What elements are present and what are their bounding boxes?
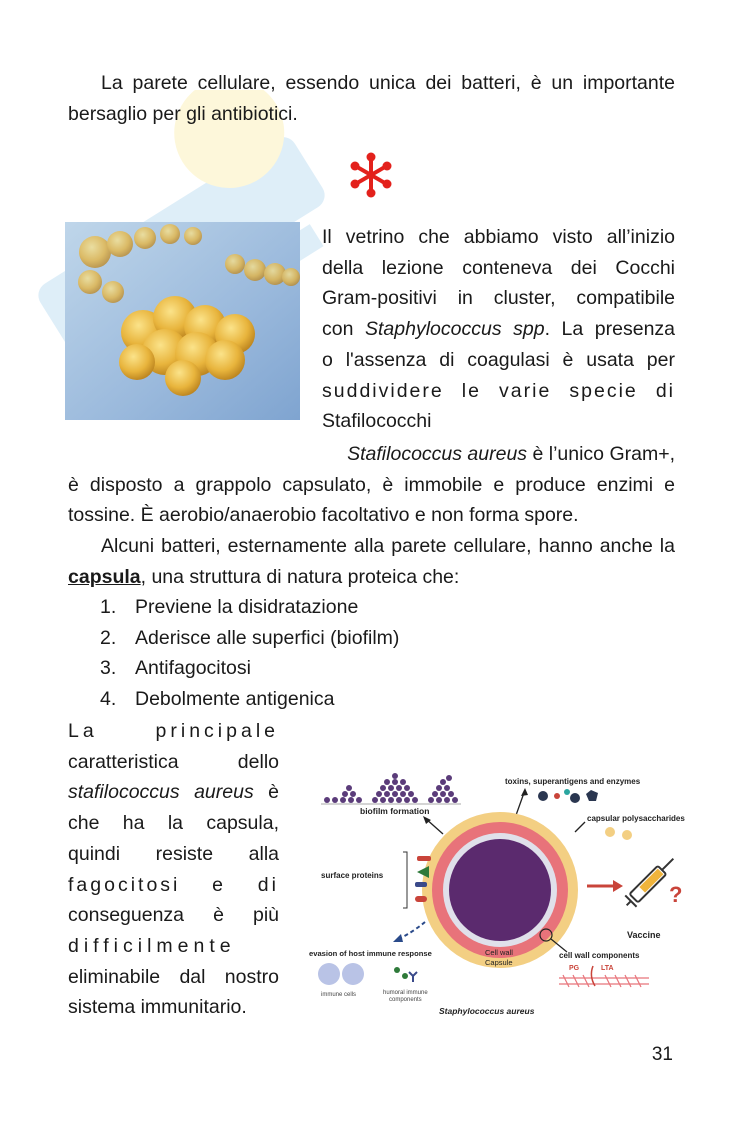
species-name: stafilococcus aureus [68,781,254,804]
vetrino-line: Gram-positivi in cluster, compatibile [322,287,675,310]
question-mark-icon: ? [669,882,683,907]
immune-cells-label: immune cells [321,992,357,998]
list-number: 3. [100,657,117,680]
cell-wall-label: Cell wall [485,948,513,957]
intro-paragraph: La parete cellulare, essendo unica dei batteri, è un importante bersaglio per gli antibiotici. [68,72,675,125]
capsular-label: capsular polysaccharides [587,814,685,823]
vetrino-text: con [322,318,365,341]
vetrino-line: Il vetrino che abbiamo visto all’inizio [322,226,675,248]
cell-body [449,839,551,941]
list-item [100,623,399,654]
list-number: 2. [100,626,117,649]
vetrino-paragraph [322,222,675,437]
text-line [68,777,279,808]
toxins-label: toxins, superantigens and enzymes [505,777,641,786]
humoral-label: humoral immune [383,990,428,996]
toxins-icon [538,789,598,803]
staph-text: è disposto a grappolo capsulato, è immobile e produce enzimi e tossine. È aerobio/anaerobio facoltativo e non forma spore. [68,473,675,527]
capsule-text: , una struttura di natura proteica che: [140,565,460,588]
list-text: Debolmente antigenica [135,688,335,711]
text-line: fagocitosi e di [68,873,279,896]
immune-cell-icon [318,963,340,985]
staph-first-line [68,439,675,470]
humoral-components-icon [394,967,417,982]
text-line: difficilmente [68,934,236,957]
text-line: conseguenza è più [68,904,279,927]
staphylococcus-diagram [305,770,695,1020]
text-line: La principale [68,720,279,742]
vetrino-line: della lezione conteneva dei Cocchi [322,256,675,279]
text-line: eliminabile dal nostro [68,965,279,988]
capsule-text: Alcuni batteri, esternamente alla parete cellulare, hanno anche la [101,535,675,557]
page-number: 31 [651,1044,673,1065]
text-line: che ha la capsula, [68,812,279,835]
list-number: 4. [100,688,117,711]
capsule-functions-list [100,592,399,715]
immune-cell-icon [342,963,364,985]
evasion-label: evasion of host immune response [309,949,432,958]
capsule-label: Capsule [485,958,513,967]
capsule-keyword: capsula [68,565,141,588]
list-text: Previene la disidratazione [135,596,359,618]
text-line: quindi resiste alla [68,842,279,865]
capsule-paragraph [68,531,675,592]
list-number: 1. [100,596,117,618]
vaccine-label: Vaccine [627,930,661,940]
text-fragment: è [253,781,279,804]
lta-label: LTA [601,965,614,972]
list-text: Antifagocitosi [135,657,251,680]
peptidoglycan-icon [559,975,649,987]
staph-text: è l’unico Gram+, [527,443,675,465]
vetrino-line [322,314,675,345]
cell-wall-components-label: cell wall components [559,951,640,960]
list-item [100,653,399,684]
pg-label: PG [569,965,580,972]
vetrino-line: Stafilococchi [322,410,432,433]
vetrino-line: o l'assenza di coagulasi è usata per [322,348,675,371]
text-line: caratteristica dello [68,750,279,773]
list-item [100,684,399,715]
vetrino-line: suddividere le varie specie di [322,379,675,402]
diagram-title: Staphylococcus aureus [439,1006,535,1016]
text-line: sistema immunitario. [68,996,247,1019]
vetrino-text: . La presenza [544,318,676,341]
biofilm-icon [324,773,458,803]
asterisk-icon [348,152,394,198]
list-text: Aderisce alle superfici (biofilm) [135,626,400,649]
surface-proteins-label: surface proteins [321,871,384,880]
humoral-label: components [389,997,422,1003]
staph-paragraph [68,439,675,531]
species-name: Staphylococcus spp [365,318,545,341]
species-name: Stafilococcus aureus [347,443,528,465]
biofilm-label: biofilm formation [360,806,430,816]
staphylococcus-photo [65,222,300,420]
list-item [100,592,399,623]
capsule-characteristic-paragraph [68,716,279,1023]
